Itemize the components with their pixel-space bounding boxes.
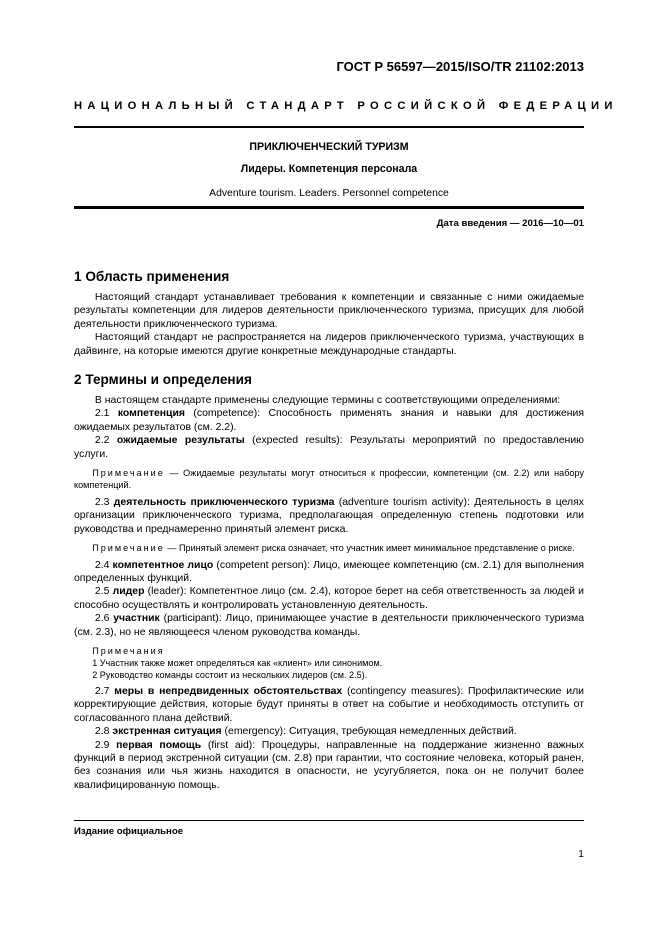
term-definition: (participant): Лицо, принимающее участие в деятельности приключенческого туризма (см. 2.3), но не являющееся членом руководства команды. [74, 613, 584, 638]
term-2-6 [74, 612, 584, 639]
section-1-heading: 1 Область применения [74, 269, 230, 284]
top-rule [74, 126, 584, 128]
term-number: 2.5 [94, 586, 113, 598]
term-name: участник [113, 613, 160, 625]
term-name: меры в непредвиденных обстоятельствах [114, 685, 343, 697]
introduction-date: Дата введения — 2016—10—01 [436, 218, 584, 229]
section-1-paragraph-1: Настоящий стандарт устанавливает требования к компетенции и связанные с ними ожидаемые результаты компетенции для лидеров деятельности приключенческого туризма, присущих для любой деятельности приключенческого туризма. [74, 292, 584, 330]
footer-rule [74, 820, 584, 821]
national-standard-heading: НАЦИОНАЛЬНЫЙ СТАНДАРТ РОССИЙСКОЙ ФЕДЕРАЦИИ [74, 100, 618, 112]
term-name: экстренная ситуация [112, 726, 222, 738]
term-definition: (adventure tourism activity): Деятельность в целях организации приключенческого туризма, предполагающая определенную степень подготовки или руководства и преднамеренно принятый элемент риска. [74, 496, 584, 535]
term-2-5 [74, 585, 584, 612]
notes-3-item-2: 2 Руководство команды состоит из нескольких лидеров (см. 2.5). [92, 669, 368, 680]
term-2-4 [74, 559, 584, 586]
term-definition: (leader): Компетентное лицо (см. 2.4), которое берет на себя ответственность за людей и способно осуществлять и контролировать установленную деятельность. [74, 586, 584, 611]
term-name: лидер [112, 586, 145, 598]
term-name: компетентное лицо [112, 559, 214, 571]
term-number: 2.1 [94, 408, 118, 420]
term-2-8 [74, 725, 584, 738]
note-1 [74, 467, 584, 492]
term-number: 2.9 [94, 739, 117, 751]
standard-subtitle: Лидеры. Компетенция персонала [240, 163, 418, 175]
term-number: 2.2 [94, 435, 117, 447]
note-text: — Принятый элемент риска означает, что участник имеет минимальное представление о риске. [164, 543, 575, 554]
notes-3-label: Примечания [92, 645, 165, 656]
term-number: 2.4 [94, 559, 113, 571]
term-number: 2.3 [94, 496, 114, 508]
term-name: деятельность приключенческого туризма [113, 496, 335, 508]
standard-title: ПРИКЛЮЧЕНЧЕСКИЙ ТУРИЗМ [249, 141, 409, 153]
notes-3-item-1: 1 Участник также может определяться как «клиент» или синонимом. [92, 657, 383, 668]
official-edition-label: Издание официальное [74, 826, 184, 837]
term-number: 2.7 [94, 685, 115, 697]
term-definition: (expected results): Результаты мероприятий по предоставлению услуги. [74, 435, 584, 460]
english-title: Adventure tourism. Leaders. Personnel competence [209, 188, 449, 199]
page-number: 1 [578, 848, 584, 860]
term-definition: (competence): Способность применять знания и навыки для достижения ожидаемых результатов (см. 2.2). [74, 408, 584, 433]
term-2-9 [74, 739, 584, 793]
document-body [74, 268, 584, 792]
term-2-3 [74, 496, 584, 536]
section-2-intro: В настоящем стандарте применены следующие термины с соответствующими определениями: [94, 395, 561, 407]
document-code: ГОСТ Р 56597—2015/ISO/TR 21102:2013 [336, 59, 584, 74]
bottom-rule [74, 206, 584, 209]
term-definition: (emergency): Ситуация, требующая немедленных действий. [221, 726, 517, 738]
note-text: — Ожидаемые результаты могут относиться к профессии, компетенции (см. 2.2) или набору компетенций. [74, 468, 584, 491]
term-2-2 [74, 434, 584, 461]
term-name: первая помощь [116, 739, 202, 751]
term-name: компетенция [117, 408, 185, 420]
section-2-heading: 2 Термины и определения [74, 372, 252, 388]
note-label: Примечание [92, 543, 165, 554]
term-definition: (first aid): Процедуры, направленные на поддержание жизненно важных функций в период экстренной ситуации (см. 2.8) при гарантии, что состояние человека, который ранен, без сознания или чья жизнь находится в опасности, не усугубляется, пока он не получит более квалифицированную помощь. [74, 739, 584, 791]
term-definition: (competent person): Лицо, имеющее компетенцию (см. 2.1) для выполнения определенных функций. [74, 559, 584, 584]
term-number: 2.6 [94, 613, 114, 625]
section-1-paragraph-2: Настоящий стандарт не распространяется на лидеров приключенческого туризма, участвующих в дайвинге, на которые имеются другие конкретные международные стандарты. [74, 332, 584, 357]
term-number: 2.8 [94, 726, 113, 738]
note-2 [74, 542, 584, 554]
term-2-1 [74, 407, 584, 434]
term-2-7 [74, 685, 584, 725]
note-label: Примечание [92, 468, 165, 479]
term-definition: (contingency measures): Профилактические или корректирующие действия, которые будут приняты в ответ на событие и необходимость отступить от согласованного плана действий. [74, 685, 584, 724]
term-name: ожидаемые результаты [116, 435, 245, 447]
